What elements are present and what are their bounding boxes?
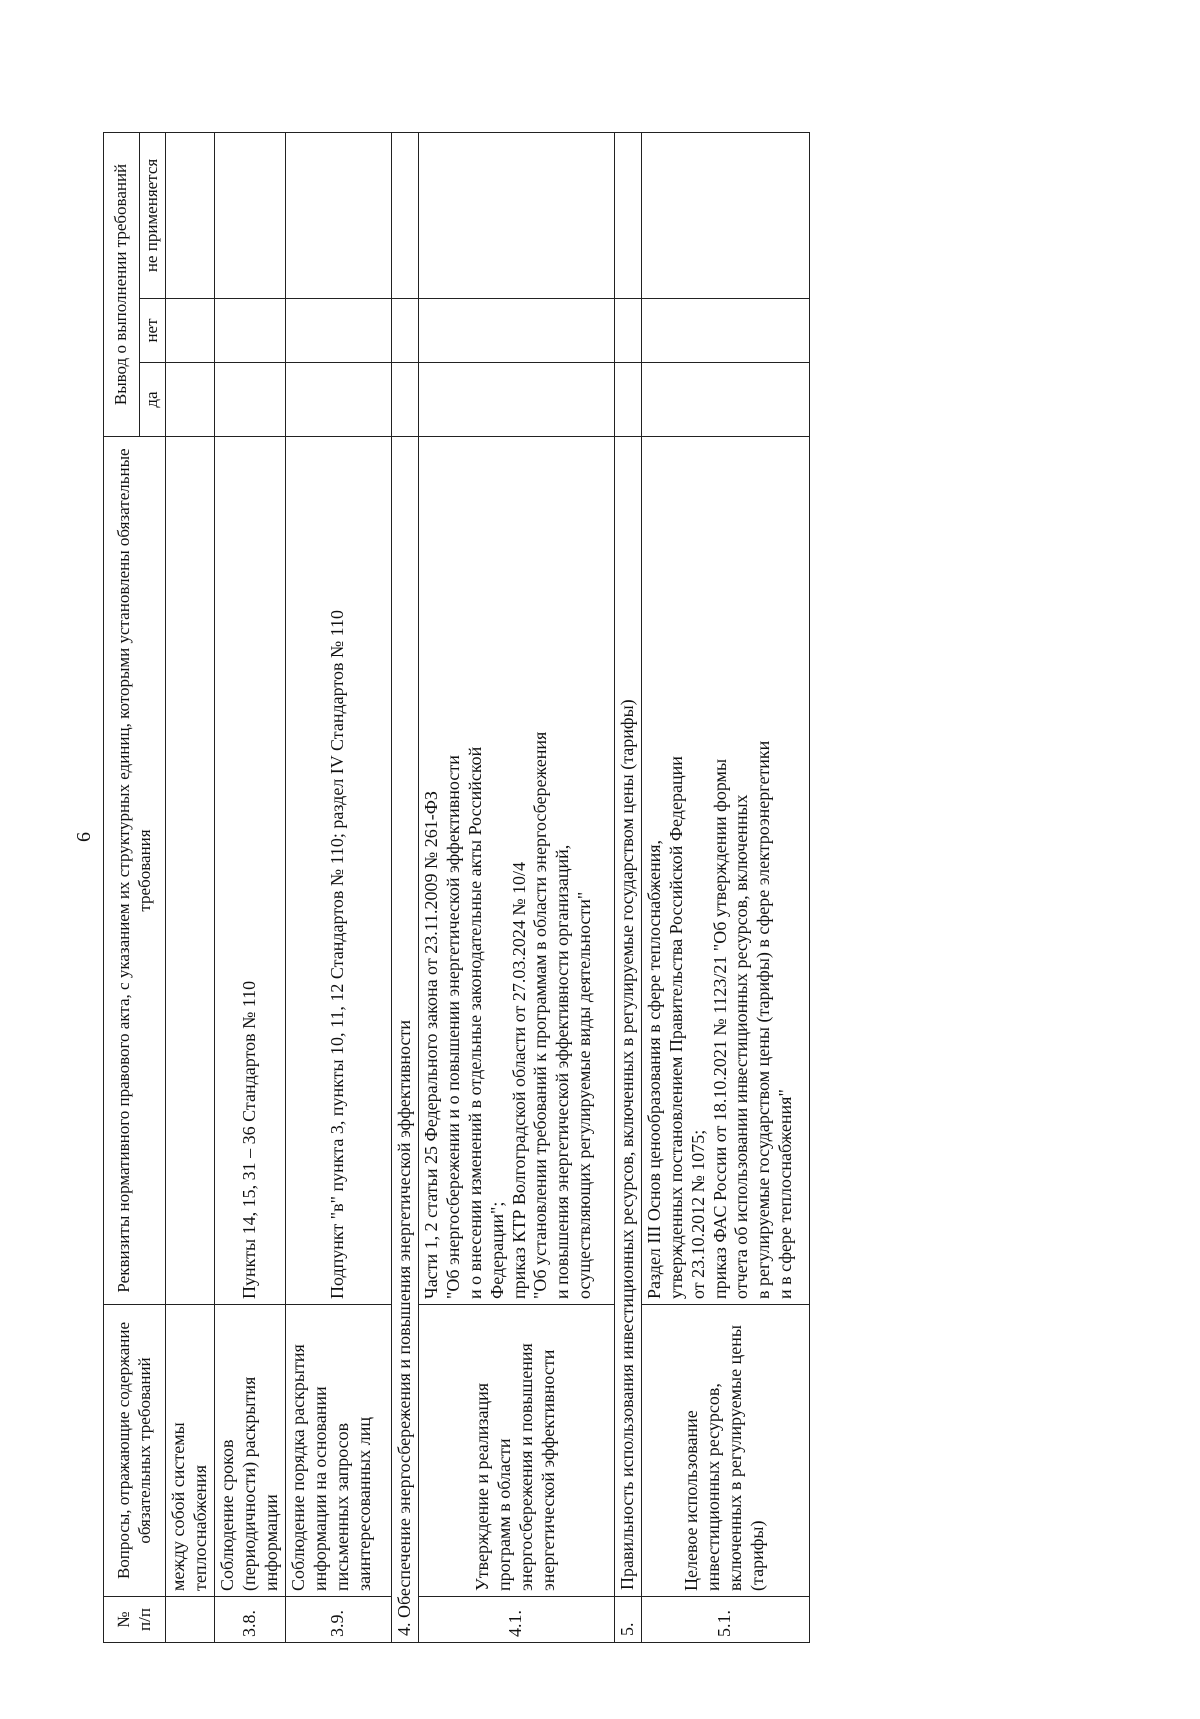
requisite-line: отчета об использовании инвестиционных ресурсов, включенных <box>731 794 752 1299</box>
cell-yes <box>641 363 809 437</box>
cell-no <box>285 299 391 363</box>
cell-na <box>391 132 418 298</box>
row-num: 3.9. <box>285 1597 391 1643</box>
table-row <box>285 132 391 1642</box>
cell-yes <box>285 363 391 437</box>
row-num <box>166 1597 215 1643</box>
requisite-line: Федерации"; <box>486 1201 507 1299</box>
row-question: Утверждение и реализация программ в области энергосбережения и повышения энергетической эффективности <box>418 1305 614 1597</box>
cell-yes <box>391 363 418 437</box>
requisite-line: "Об установлении требований к программам в области энергосбережения <box>530 731 551 1299</box>
cell-na <box>285 132 391 298</box>
requisite-line: и в сфере теплоснабжения" <box>775 1089 796 1299</box>
header-row <box>104 132 140 1642</box>
table-row <box>166 132 215 1642</box>
requisite-line: утвержденных постановлением Правительства Российской Федерации <box>665 756 686 1299</box>
cell-no <box>418 299 614 363</box>
section-num: 5. <box>614 1597 641 1643</box>
requirements-table <box>103 132 810 1643</box>
row-num: 4.1. <box>418 1597 614 1643</box>
row-requisites <box>166 437 215 1305</box>
row-question: Соблюдение сроков (периодичности) раскрытия информации <box>214 1305 285 1597</box>
requisite-line: Части 1, 2 статьи 25 Федерального закона от 23.11.2009 № 261-ФЗ <box>420 791 441 1299</box>
table-row <box>214 132 285 1642</box>
cell-yes <box>418 363 614 437</box>
row-num: 3.8. <box>214 1597 285 1643</box>
header-conclusion: Вывод о выполнении требований <box>104 132 140 436</box>
cell-na <box>166 132 215 298</box>
cell-no <box>391 299 418 363</box>
row-question: Целевое использование инвестиционных ресурсов, включенных в регулируемые цены (тарифы) <box>641 1305 809 1597</box>
cell-no <box>614 299 641 363</box>
cell-yes <box>166 363 215 437</box>
header-yes: да <box>140 363 166 437</box>
row-num: 5.1. <box>641 1597 809 1643</box>
requisite-line: и повышения энергетической эффективности организаций, <box>552 844 573 1299</box>
requisite-line: "Об энергосбережении и о повышении энергетической эффективности <box>442 755 463 1299</box>
cell-no <box>166 299 215 363</box>
cell-no <box>214 299 285 363</box>
row-requisites: Пункты 14, 15, 31 – 36 Стандартов № 110 <box>214 437 285 1305</box>
section-title: Правильность использования инвестиционных ресурсов, включенных в регулируемые государством цены (тарифы) <box>614 437 641 1597</box>
requisite-line: в регулируемые государством цены (тарифы) в сфере электроэнергетики <box>753 740 774 1299</box>
table-row <box>418 132 614 1642</box>
requisite-line: приказ КТР Волгоградской области от 27.03.2024 № 10/4 <box>508 862 529 1299</box>
requisite-line: Раздел III Основ ценообразования в сфере теплоснабжения, <box>643 839 664 1299</box>
row-question: между собой системы теплоснабжения <box>166 1305 215 1597</box>
section-row <box>391 132 418 1642</box>
cell-na <box>614 132 641 298</box>
header-na: не применяется <box>140 132 166 298</box>
row-requisites <box>418 437 614 1305</box>
header-questions: Вопросы, отражающие содержание обязательных требований <box>104 1305 166 1597</box>
cell-yes <box>214 363 285 437</box>
requisite-line: и о внесении изменений в отдельные законодательные акты Российской <box>464 746 485 1299</box>
cell-no <box>641 299 809 363</box>
section-row <box>614 132 641 1642</box>
table-row <box>641 132 809 1642</box>
section-title: 4. Обеспечение энергосбережения и повышения энергетической эффективности <box>391 437 418 1643</box>
header-requisites: Реквизиты нормативного правового акта, с указанием их структурных единиц, которыми установлены обязательные требования <box>104 437 166 1305</box>
cell-na <box>214 132 285 298</box>
requisite-line: от 23.10.2012 № 1075; <box>687 1129 708 1299</box>
row-question: Соблюдение порядка раскрытия информации на основании письменных запросов заинтересованных лиц <box>285 1305 391 1597</box>
header-num: № п/п <box>104 1597 166 1643</box>
header-no: нет <box>140 299 166 363</box>
row-requisites <box>641 437 809 1305</box>
requirements-table-rotated <box>103 133 1103 1643</box>
cell-na <box>418 132 614 298</box>
page-number: 6 <box>73 832 95 842</box>
requisite-line: осуществляющих регулируемые виды деятельности" <box>574 891 595 1299</box>
row-requisites: Подпункт "в" пункта 3, пункты 10, 11, 12 Стандартов № 110; раздел IV Стандартов № 110 <box>285 437 391 1305</box>
requisite-line: приказ ФАС России от 18.10.2021 № 1123/21 "Об утверждении формы <box>709 758 730 1299</box>
cell-na <box>641 132 809 298</box>
cell-yes <box>614 363 641 437</box>
